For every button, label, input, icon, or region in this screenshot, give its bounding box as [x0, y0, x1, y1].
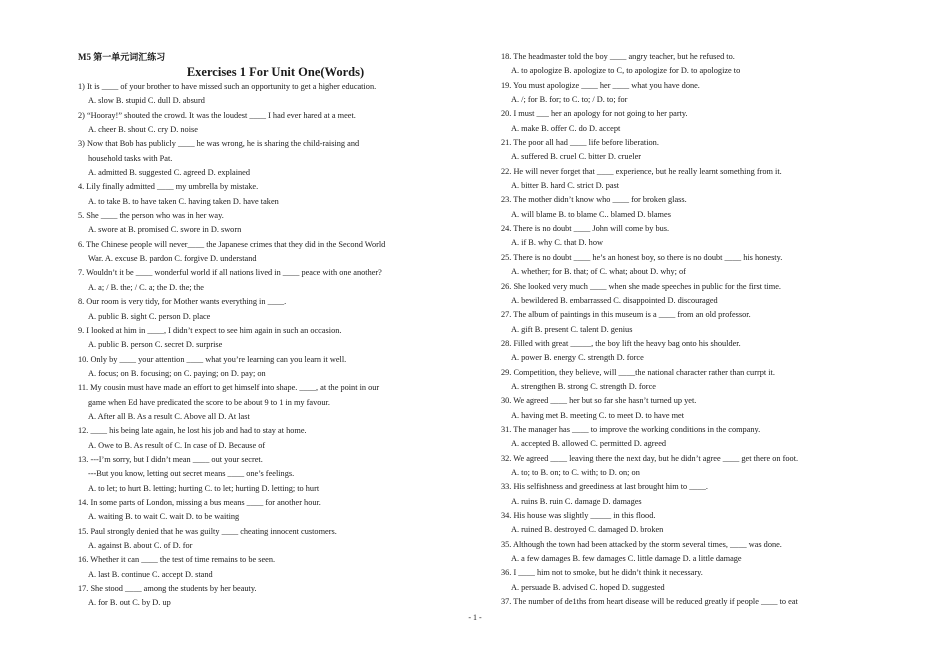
question-continuation: game when Ed have predicated the score to be about 9 to 1 in my favour.: [88, 397, 330, 407]
question-text: 31. The manager has ____ to improve the working conditions in the company.: [501, 424, 761, 434]
worksheet-header: M5 第一单元词汇练习: [78, 52, 166, 62]
answer-options: A. bitter B. hard C. strict D. past: [511, 181, 620, 191]
answer-options: A. having met B. meeting C. to meet D. to have met: [511, 410, 685, 420]
question-text: 36. I ____ him not to smoke, but he didn’t think it necessary.: [501, 568, 703, 578]
answer-options: A. if B. why C. that D. how: [511, 238, 603, 248]
answer-options: A. /; for B. for; to C. to; / D. to; for: [511, 95, 628, 105]
page-number: - 1 -: [468, 613, 482, 622]
question-continuation: War. A. excuse B. pardon C. forgive D. understand: [88, 254, 257, 264]
question-text: 27. The album of paintings in this museum is a ____ from an old professor.: [501, 310, 751, 320]
question-text: 19. You must apologize ____ her ____ what you have done.: [501, 80, 700, 90]
question-text: 14. In some parts of London, missing a bus means ____ for another hour.: [78, 497, 321, 507]
answer-options: A. After all B. As a result C. Above all D. At last: [88, 411, 250, 421]
question-text: 6. The Chinese people will never____ the Japanese crimes that they did in the Second World: [78, 239, 386, 249]
question-text: 25. There is no doubt ____ he’s an honest boy, so there is no doubt ____ his honesty.: [501, 252, 783, 262]
answer-options: A. ruined B. destroyed C. damaged D. broken: [511, 525, 664, 535]
answer-options: A. whether; for B. that; of C. what; about D. why; of: [511, 267, 686, 277]
question-text: 13. ---I’m sorry, but I didn’t mean ____ out your secret.: [78, 454, 263, 464]
question-text: 23. The mother didn’t know who ____ for broken glass.: [501, 195, 687, 205]
question-text: 21. The poor all had ____ life before liberation.: [501, 138, 659, 148]
question-text: 15. Paul strongly denied that he was guilty ____ cheating innocent customers.: [78, 526, 337, 536]
question-text: 16. Whether it can ____ the test of time remains to be seen.: [78, 555, 276, 565]
right-column: [501, 50, 881, 609]
answer-options: A. swore at B. promised C. swore in D. sworn: [88, 225, 242, 235]
question-text: 9. I looked at him in ____, I didn’t expect to see him again in such an occasion.: [78, 325, 342, 335]
answer-options: A. Owe to B. As result of C. In case of D. Because of: [88, 440, 266, 450]
question-text: 11. My cousin must have made an effort to get himself into shape. ____, at the point in our: [78, 383, 380, 393]
question-continuation: ---But you know, letting out secret means ____ one’s feelings.: [88, 469, 295, 479]
answer-options: A. admitted B. suggested C. agreed D. explained: [88, 168, 250, 178]
question-text: 1) It is ____ of your brother to have missed such an opportunity to get a higher education.: [78, 82, 377, 91]
answer-options: A. public B. sight C. person D. place: [88, 311, 211, 321]
answer-options: A. focus; on B. focusing; on C. paying; on D. pay; on: [88, 368, 266, 378]
right-question-list: [501, 50, 881, 609]
question-text: 35. Although the town had been attacked by the storm several times, ____ was done.: [501, 539, 782, 549]
answer-options: A. bewildered B. embarrassed C. disappointed D. discouraged: [511, 295, 718, 305]
question-text: 28. Filled with great _____, the boy lift the heavy bag onto his shoulder.: [501, 338, 741, 348]
question-text: 24. There is no doubt ____ John will come by bus.: [501, 224, 670, 234]
answer-options: A. against B. about C. of D. for: [88, 541, 193, 550]
question-text: 5. She ____ the person who was in her way.: [78, 211, 224, 221]
question-text: 22. He will never forget that ____ experience, but he really learnt something from it.: [501, 166, 782, 176]
answer-options: A. public B. person C. secret D. surprise: [88, 340, 223, 350]
question-text: 10. Only by ____ your attention ____ what you’re learning can you learn it well.: [78, 354, 347, 364]
question-text: 17. She stood ____ among the students by her beauty.: [78, 584, 257, 594]
answer-options: A. a few damages B. few damages C. little damage D. a little damage: [511, 554, 742, 564]
question-text: 32. We agreed ____ leaving there the next day, but he didn’t agree ____ get there on foot.: [501, 453, 799, 463]
question-text: 34. His house was slightly _____ in this flood.: [501, 511, 656, 520]
answer-options: A. to take B. to have taken C. having taken D. have taken: [88, 196, 279, 206]
answer-options: A. strengthen B. strong C. strength D. force: [511, 381, 656, 391]
worksheet-title: Exercises 1 For Unit One(Words): [186, 65, 365, 79]
answer-options: A. accepted B. allowed C. permitted D. agreed: [511, 439, 667, 449]
answer-options: A. a; / B. the; / C. a; the D. the; the: [88, 282, 204, 292]
answer-options: A. slow B. stupid C. dull D. absurd: [88, 96, 205, 106]
answer-options: A. ruins B. ruin C. damage D. damages: [511, 496, 642, 506]
left-question-list: [78, 80, 473, 611]
question-text: 3) Now that Bob has publicly ____ he was wrong, he is sharing the child-raising and: [78, 139, 360, 149]
left-column: [78, 50, 473, 611]
answer-options: A. to; to B. on; to C. with; to D. on; on: [511, 467, 640, 477]
answer-options: A. suffered B. cruel C. bitter D. crueler: [511, 152, 642, 162]
question-text: 30. We agreed ____ her but so far she hasn’t turned up yet.: [501, 396, 697, 406]
answer-options: A. for B. out C. by D. up: [88, 598, 171, 608]
answer-options: A. waiting B. to wait C. wait D. to be waiting: [88, 512, 240, 522]
answer-options: A. power B. energy C. strength D. force: [511, 353, 644, 363]
question-text: 12. ____ his being late again, he lost his job and had to stay at home.: [78, 426, 307, 436]
answer-options: A. last B. continue C. accept D. stand: [88, 569, 213, 579]
answer-options: A. persuade B. advised C. hoped D. suggested: [511, 582, 665, 592]
question-text: 4. Lily finally admitted ____ my umbrella by mistake.: [78, 182, 259, 192]
question-text: 18. The headmaster told the boy ____ angry teacher, but he refused to.: [501, 52, 735, 61]
answer-options: A. gift B. present C. talent D. genius: [511, 324, 633, 334]
answer-options: A. to apologize B. apologize to C, to apologize for D. to apologize to: [511, 66, 741, 76]
answer-options: A. will blame B. to blame C.. blamed D. blames: [511, 209, 671, 219]
question-text: 29. Competition, they believe, will ____the national character rather than currpt it.: [501, 367, 775, 377]
question-text: 20. I must ___ her an apology for not going to her party.: [501, 109, 688, 119]
question-text: 2) “Hooray!” shouted the crowd. It was the loudest ____ I had ever hared at a meet.: [78, 110, 356, 120]
answer-options: A. make B. offer C. do D. accept: [511, 123, 621, 133]
question-text: 8. Our room is very tidy, for Mother wants everything in ____.: [78, 297, 287, 307]
question-text: 33. His selfishness and greediness at last brought him to ____.: [501, 482, 708, 492]
question-continuation: household tasks with Pat.: [88, 153, 173, 163]
question-text: 7. Wouldn’t it be ____ wonderful world if all nations lived in ____ peace with one another?: [78, 268, 382, 278]
question-text: 26. She looked very much ____ when she made speeches in public for the first time.: [501, 281, 781, 291]
question-text: 37. The number of de1ths from heart disease will be reduced greatly if people ____ to eat: [501, 597, 798, 607]
answer-options: A. cheer B. shout C. cry D. noise: [88, 125, 198, 135]
answer-options: A. to let; to hurt B. letting; hurting C. to let; hurting D. letting; to hurt: [88, 483, 320, 493]
